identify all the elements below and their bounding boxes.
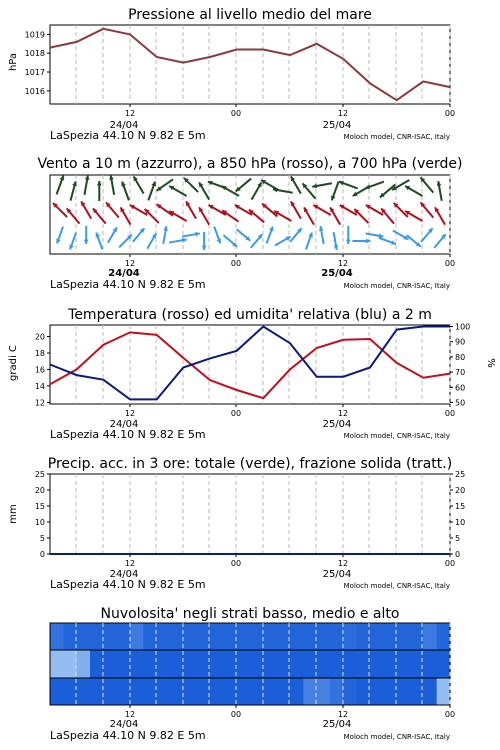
x-tick-label: 00 [444,559,456,568]
pressure-frame [50,25,450,104]
cloud-cell-medio [90,650,104,678]
x-tick-label: 12 [337,409,349,418]
cloud-cell-alto [383,623,397,650]
y-tick-label: 80 [455,352,466,362]
cloud-cell-basso [90,678,104,705]
y-tick-label: 15 [455,502,466,511]
wind-700-arrow [236,179,251,192]
precip-date-1: 24/04 [109,569,139,580]
wind-850-arrow [304,207,314,224]
wind-700-arrow [339,181,358,189]
wind-700-arrow [84,175,89,195]
wind-10m-arrow [352,239,370,244]
cloud-date-2: 25/04 [322,719,352,730]
humidity-line [50,327,450,400]
precip-location: LaSpezia 44.10 N 9.82 E 5m [50,578,206,591]
temperature-line [50,332,450,398]
wind-10m-arrow [202,232,207,250]
y-tick-label: 1017 [24,68,45,78]
x-tick-label: 12 [124,259,136,268]
cloud-cell-medio [370,650,384,678]
cloud-cell-medio [330,650,344,678]
wind-850-arrow [145,209,159,223]
temperature-model: Moloch model, CNR-ISAC, Italy [343,432,450,440]
wind-10m-arrow [251,234,263,248]
temperature-series [50,327,450,400]
wind-10m-arrow [56,227,63,244]
cloud-cell-basso [130,678,144,705]
wind-title: Vento a 10 m (azzurro), a 850 hPa (rosso), a 700 hPa (verde) [37,156,463,172]
cloud-cell-medio [303,650,317,678]
cloud-cell-alto [290,623,304,650]
pressure-model: Moloch model, CNR-ISAC, Italy [343,133,450,141]
temperature-y-ticks [35,333,50,408]
temperature-title: Temperatura (rosso) ed umidita' relativa (blu) a 2 m [68,307,432,323]
cloud-cell-basso [303,678,317,705]
cloud-cell-alto [437,623,451,650]
x-tick-label: 00 [230,259,242,268]
wind-700-arrow [331,182,339,201]
cloud-cell-medio [343,650,357,678]
x-tick-label: 12 [337,559,349,568]
wind-850-arrow [81,201,91,218]
precip-model: Moloch model, CNR-ISAC, Italy [343,582,450,590]
cloud-cell-alto [170,623,184,650]
cloud-cell-alto [117,623,131,650]
temperature-x-ticks [125,404,455,418]
temperature-grid [76,325,450,404]
cloud-cell-alto [50,623,64,650]
y-tick-label: 15 [34,502,45,511]
wind-10m-arrow [84,226,89,244]
y-tick-label: 20 [34,486,45,495]
wind-850-arrow [291,201,301,218]
wind-10m-arrow [169,238,187,243]
x-tick-label: 12 [337,259,349,268]
wind-850-arrow [249,210,264,223]
cloud-title: Nuvolosita' negli strati basso, medio e alto [100,606,400,622]
cloud-cell-medio [103,650,117,678]
cloud-cell-basso [103,678,117,705]
cloud-cell-alto [77,623,91,650]
y-tick-label: 14 [34,381,45,391]
wind-700-arrow [97,181,102,201]
cloud-cell-basso [50,678,64,705]
wind-10m-arrow-head [84,240,89,244]
cloud-cell-alto [210,623,224,650]
x-tick-label: 00 [444,710,456,719]
cloud-cell-alto [397,623,411,650]
y-tick-label: 70 [455,368,466,378]
cloud-cell-basso [437,678,451,705]
wind-10m-arrow [290,228,302,242]
cloud-cell-basso [383,678,397,705]
cloud-cell-alto [303,623,317,650]
temperature-date-2: 25/04 [322,419,352,430]
humidity-ylabel: % [485,358,496,368]
wind-10m-arrow [69,233,76,250]
cloud-cell-alto [250,623,264,650]
cloud-cell-medio [63,650,77,678]
wind-model: Moloch model, CNR-ISAC, Italy [343,282,450,290]
x-tick-label: 00 [444,409,456,418]
x-tick-label: 00 [230,559,242,568]
humidity-y-ticks [450,323,470,408]
x-tick-label: 12 [337,109,349,118]
wind-10m-arrow-head [202,246,207,250]
wind-700-arrow [184,178,198,192]
pressure-location: LaSpezia 44.10 N 9.82 E 5m [50,129,206,142]
x-tick-label: 12 [124,710,136,719]
wind-850-arrow [67,208,80,223]
cloud-cell-basso [263,678,277,705]
cloud-cell-medio [263,650,277,678]
cloud-cell-alto [370,623,384,650]
cloud-date-1: 24/04 [109,719,139,730]
wind-700-arrow [273,188,293,193]
cloud-cell-basso [343,678,357,705]
y-tick-label: 20 [455,486,466,495]
wind-location: LaSpezia 44.10 N 9.82 E 5m [50,278,206,291]
cloud-cell-basso [250,678,264,705]
wind-850-arrow [157,204,173,215]
cloud-cell-basso [317,678,331,705]
cloud-cell-basso [157,678,171,705]
wind-850-arrow [199,207,209,224]
x-tick-label: 00 [230,409,242,418]
temperature-location: LaSpezia 44.10 N 9.82 E 5m [50,428,206,441]
cloud-x-ticks [125,705,455,719]
wind-850-arrow [435,207,445,224]
precip-ylabel: mm [8,504,19,524]
wind-700-arrow [405,186,422,196]
wind-10m-arrow [163,226,168,244]
temperature-ylabel: gradi C [8,345,19,381]
cloud-cell-basso [223,678,237,705]
wind-700-arrow [157,179,173,190]
wind-panel [37,156,462,291]
wind-10m-arrow [393,231,409,240]
x-tick-label: 00 [230,710,242,719]
precip-x-ticks [125,554,455,568]
wind-10m-arrow [214,227,221,244]
wind-700-arrow-head [97,181,102,185]
cloud-cell-basso [237,678,251,705]
y-tick-label: 60 [455,383,466,393]
y-tick-label: 50 [455,398,466,408]
cloud-cell-alto [183,623,197,650]
wind-850-arrow [381,208,394,223]
cloud-cell-medio [183,650,197,678]
cloud-cell-alto [423,623,437,650]
cloud-cell-alto [343,623,357,650]
y-tick-label: 5 [39,534,45,543]
cloud-cell-alto [90,623,104,650]
wind-10m-arrow [223,235,237,247]
y-tick-label: 1016 [24,86,45,96]
cloud-cell-medio [210,650,224,678]
cloud-cell-alto [223,623,237,650]
y-tick-label: 10 [34,518,45,527]
wind-10m-arrow [407,235,421,247]
y-tick-label: 18 [34,348,45,358]
wind-850-arrow [394,203,408,217]
cloud-cell-medio [317,650,331,678]
cloud-cell-medio [170,650,184,678]
cloud-location: LaSpezia 44.10 N 9.82 E 5m [50,729,206,742]
cloud-cell-basso [290,678,304,705]
wind-700-arrow [148,182,156,201]
precip-date-2: 25/04 [322,569,352,580]
pressure-date-1: 24/04 [109,120,139,131]
wind-850-arrow [354,209,368,223]
pressure-title: Pressione al livello medio del mare [128,7,372,23]
cloud-cell-medio [290,650,304,678]
cloud-cell-medio [437,650,451,678]
x-tick-label: 00 [444,259,456,268]
x-tick-label: 00 [230,109,242,118]
wind-10m-arrow [133,228,145,242]
precip-frame [50,474,450,554]
cloud-cell-alto [103,623,117,650]
cloud-cell-basso [170,678,184,705]
y-tick-label: 12 [34,398,45,408]
wind-10m-arrow [334,232,339,250]
y-tick-label: 10 [455,518,466,527]
cloud-cell-basso [210,678,224,705]
y-tick-label: 16 [34,365,45,375]
cloud-cell-alto [157,623,171,650]
wind-850-arrow [420,202,433,217]
y-tick-label: 1018 [24,49,45,59]
x-tick-label: 12 [124,409,136,418]
wind-850-arrow [121,207,131,224]
temperature-panel [8,307,496,441]
wind-850-arrow [53,203,67,217]
y-tick-label: 1019 [24,30,45,40]
wind-700-arrow [121,182,129,201]
wind-10m-arrow [346,226,351,244]
pressure-panel [8,7,455,142]
wind-700-arrow [169,186,186,196]
x-tick-label: 12 [337,710,349,719]
cloud-cell-basso [370,678,384,705]
wind-10m-arrow [434,234,446,248]
wind-10m-arrow [108,227,117,243]
wind-700-arrow [57,176,65,195]
cloud-cell-basso [117,678,131,705]
wind-700-arrow [312,183,332,188]
precip-y-ticks [35,470,465,559]
wind-10m-arrow [275,237,291,246]
pressure-ylabel: hPa [8,52,19,72]
cloud-cell-alto [63,623,77,650]
temperature-frame [50,325,450,404]
wind-850-arrow [106,202,119,217]
cloud-cell-basso [330,678,344,705]
wind-arrows [53,175,446,250]
cloud-cell-alto [130,623,144,650]
cloud-cell-medio [250,650,264,678]
pressure-line [50,29,450,100]
wind-date-1: 24/04 [108,268,140,279]
y-tick-label: 25 [34,470,45,479]
wind-700-arrow [252,182,262,199]
wind-850-arrow [262,204,277,217]
wind-850-arrow [186,201,196,218]
cloud-cell-medio [143,650,157,678]
wind-700-arrow [365,182,384,190]
wind-700-arrow [199,182,209,199]
cloud-cell-medio [77,650,91,678]
x-tick-label: 00 [444,109,456,118]
wind-10m-arrow [237,229,251,241]
pressure-y-ticks [25,30,50,95]
cloud-panel [50,606,455,742]
x-tick-label: 12 [124,109,136,118]
precip-panel [8,456,465,591]
wind-10m-arrow [306,233,313,250]
cloud-cell-alto [143,623,157,650]
wind-850-arrow [366,205,383,215]
cloud-cell-medio [383,650,397,678]
y-tick-label: 0 [39,550,45,559]
cloud-cell-basso [397,678,411,705]
wind-850-arrow [93,208,106,223]
wind-10m-arrow [182,232,200,237]
cloud-cell-basso [63,678,77,705]
precip-grid [76,474,450,554]
y-tick-label: 100 [455,322,471,332]
y-tick-label: 25 [455,470,466,479]
cloud-cell-basso [143,678,157,705]
wind-10m-arrow [379,238,396,245]
cloud-cell-basso [183,678,197,705]
wind-700-arrow [109,175,114,195]
temperature-date-1: 24/04 [109,419,139,430]
wind-700-arrow [437,181,442,201]
cloud-cell-medio [223,650,237,678]
wind-date-2: 25/04 [321,268,353,279]
cloud-cell-medio [237,650,251,678]
wind-700-arrow [380,185,395,198]
cloud-cell-basso [423,678,437,705]
y-tick-label: 0 [455,550,461,559]
pressure-x-ticks [125,104,455,118]
wind-x-ticks [125,254,455,268]
precip-title: Precip. acc. in 3 ore: totale (verde), frazione solida (tratt.) [47,456,453,472]
y-tick-label: 5 [455,534,461,543]
x-tick-label: 12 [124,559,136,568]
wind-850-arrow [330,207,340,224]
wind-700-arrow [291,176,301,193]
wind-10m-arrow [147,233,156,249]
pressure-series [50,29,450,100]
cloud-cell-alto [330,623,344,650]
cloud-cell-medio [397,650,411,678]
cloud-cell-medio [130,650,144,678]
wind-10m-arrow [319,226,324,244]
wind-700-arrow [134,176,144,193]
cloud-cell-medio [423,650,437,678]
cloud-cell-basso [77,678,91,705]
pressure-date-2: 25/04 [322,120,352,131]
y-tick-label: 90 [455,337,466,347]
wind-10m-arrow-head [366,239,370,244]
cloud-cell-medio [117,650,131,678]
cloud-model: Moloch model, CNR-ISAC, Italy [343,733,450,741]
wind-10m-arrow-head [346,240,351,244]
wind-10m-arrow [267,227,274,244]
cloud-cell-medio [50,650,64,678]
wind-10m-arrow [96,233,103,250]
cloud-cell-alto [263,623,277,650]
wind-10m-arrow [421,228,433,242]
cloud-cell-medio [157,650,171,678]
cloud-cells [50,623,451,705]
cloud-cell-alto [317,623,331,650]
cloud-cell-alto [237,623,251,650]
y-tick-label: 20 [34,332,45,342]
